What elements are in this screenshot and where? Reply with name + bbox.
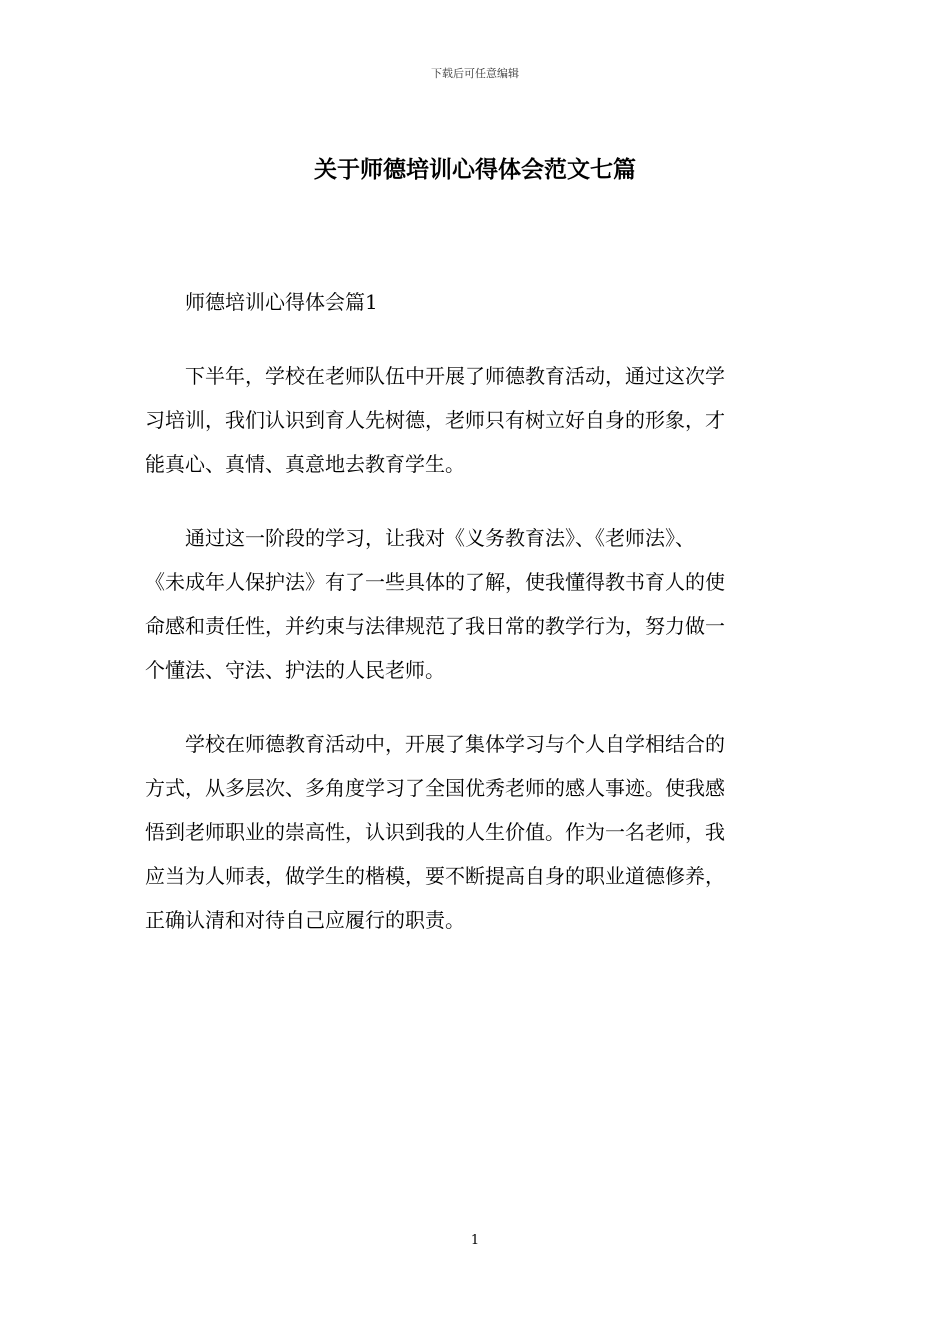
- paragraph-line: 学校在师德教育活动中，开展了集体学习与个人自学相结合的: [185, 732, 725, 756]
- paragraph-spacer: [145, 486, 805, 516]
- paragraph-line: 《未成年人保护法》有了一些具体的了解，使我懂得教书育人的使: [145, 570, 725, 594]
- document-title: 关于师德培训心得体会范文七篇: [314, 156, 636, 183]
- paragraph-3: [145, 722, 805, 942]
- section-heading-text: 师德培训心得体会篇1: [185, 290, 378, 314]
- header-note: 下载后可任意编辑: [431, 67, 519, 80]
- paragraph-line: 习培训，我们认识到育人先树德，老师只有树立好自身的形象，才: [145, 408, 725, 432]
- paragraph-line: 个懂法、守法、护法的人民老师。: [145, 658, 445, 682]
- paragraph-line: 通过这一阶段的学习，让我对《义务教育法》、《老师法》、: [185, 526, 695, 550]
- document-body: [145, 280, 805, 942]
- paragraph-line: 能真心、真情、真意地去教育学生。: [145, 452, 465, 476]
- paragraph-2: [145, 516, 805, 692]
- section-heading: [145, 280, 805, 324]
- paragraph-line: 方式，从多层次、多角度学习了全国优秀老师的感人事迹。使我感: [145, 776, 725, 800]
- paragraph-line: 下半年，学校在老师队伍中开展了师德教育活动，通过这次学: [185, 364, 725, 388]
- page-number: 1: [470, 1233, 480, 1248]
- paragraph-line: 命感和责任性，并约束与法律规范了我日常的教学行为，努力做一: [145, 614, 725, 638]
- paragraph-line: 悟到老师职业的崇高性，认识到我的人生价值。作为一名老师，我: [145, 820, 725, 844]
- paragraph-spacer: [145, 324, 805, 354]
- paragraph-line: 应当为人师表，做学生的楷模，要不断提高自身的职业道德修养，: [145, 864, 725, 888]
- paragraph-spacer: [145, 692, 805, 722]
- paragraph-1: [145, 354, 805, 486]
- paragraph-line: 正确认清和对待自己应履行的职责。: [145, 908, 465, 932]
